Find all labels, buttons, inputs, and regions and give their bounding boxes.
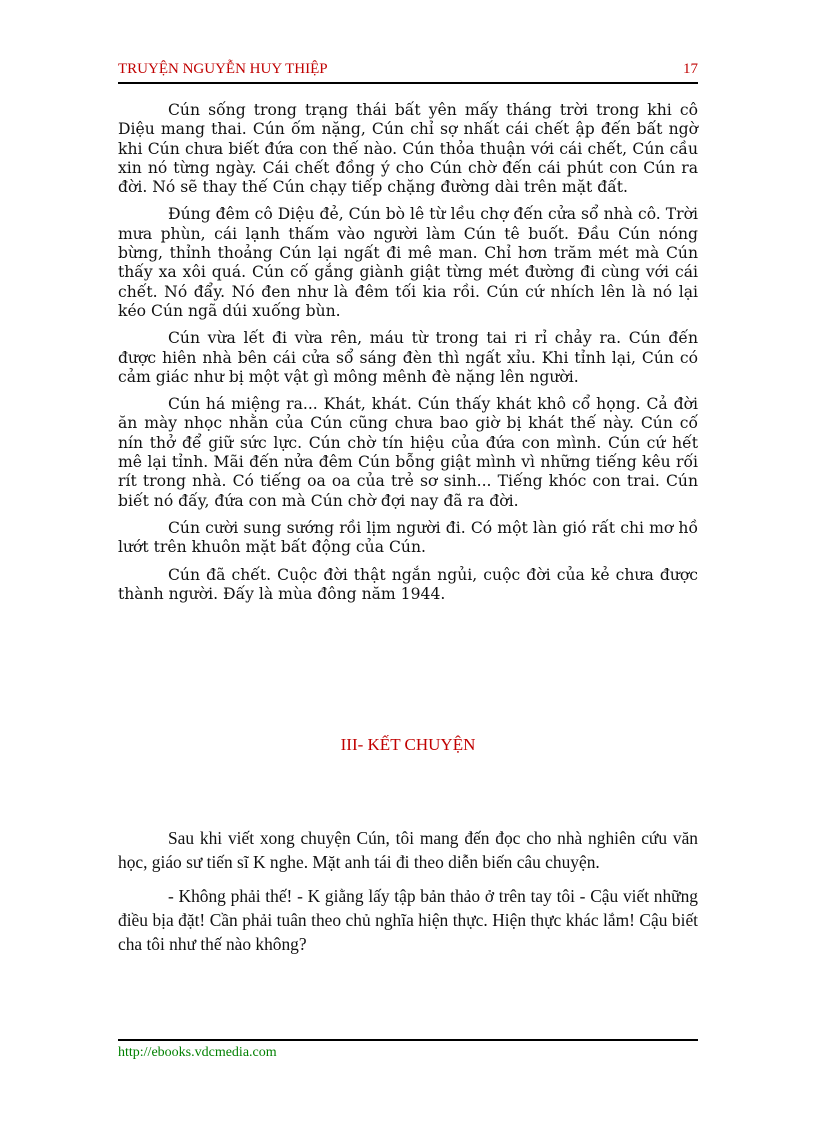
paragraph: - Không phải thế! - K giằng lấy tập bản thảo ở trên tay tôi - Cậu viết những điều bịa đặt! Cần phải tuân theo chủ nghĩa hiện thực. Hiện thực khác lắm! Cậu biết cha tôi như thế nào không?	[118, 886, 698, 954]
page-number: 17	[683, 61, 698, 77]
paragraph: Cún đã chết. Cuộc đời thật ngắn ngủi, cuộc đời của kẻ chưa được thành người. Đấy là mùa đông năm 1944.	[118, 565, 698, 603]
footer-rule	[118, 1039, 698, 1041]
footer-url[interactable]: http://ebooks.vdcmedia.com	[118, 1045, 277, 1060]
story-body	[118, 101, 698, 604]
section-title: III- KẾT CHUYỆN	[340, 735, 476, 754]
paragraph: Cún cười sung sướng rồi lịm người đi. Có một làn gió rất chi mơ hồ lướt trên khuôn mặt bất động của Cún.	[118, 518, 698, 557]
header-rule	[118, 82, 698, 84]
paragraph: Đúng đêm cô Diệu đẻ, Cún bò lê từ lều chợ đến cửa sổ nhà cô. Trời mưa phùn, cái lạnh thấm vào người làm Cún tê buốt. Đầu Cún nóng bừng, thỉnh thoảng Cún lại ngất đi mê man. Chỉ hơn trăm mét mà Cún thấy xa xôi quá. Cún cố gắng giành giật từng mét đường đi cùng với cái chết. Nó đẩy. Nó đen như là đêm tối kia rồi. Cún cứ nhích lên là nó lại kéo Cún ngã dúi xuống bùn.	[118, 205, 698, 320]
book-title: TRUYỆN NGUYỄN HUY THIỆP	[118, 61, 328, 77]
page-header	[118, 61, 698, 83]
paragraph: Cún vừa lết đi vừa rên, máu từ trong tai ri rỉ chảy ra. Cún đến được hiên nhà bên cái cửa sổ sáng đèn thì ngất xỉu. Khi tỉnh lại, Cún có cảm giác như bị một vật gì mông mênh đè nặng lên người.	[118, 329, 698, 386]
section-body	[118, 826, 698, 966]
paragraph: Cún sống trong trạng thái bất yên mấy tháng trời trong khi cô Diệu mang thai. Cún ốm nặng, Cún chỉ sợ nhất cái chết ập đến bất ngờ khi Cún chưa biết đứa con thế nào. Cún thỏa thuận với cái chết, Cún cầu xin nó từng ngày. Cái chết đồng ý cho Cún chờ đến cái phút con Cún ra đời. Nó sẽ thay thế Cún chạy tiếp chặng đường dài trên mặt đất.	[118, 101, 698, 197]
paragraph: Cún há miệng ra... Khát, khát. Cún thấy khát khô cổ họng. Cả đời ăn mày nhọc nhằn của Cún cũng chưa bao giờ bị khát thế này. Cún cố nín thở để giữ sức lực. Cún chờ tín hiệu của đứa con mình. Cún cứ hết mê lại tỉnh. Mãi đến nửa đêm Cún bỗng giật mình vì những tiếng kêu rối rít trong nhà. Có tiếng oa oa của trẻ sơ sinh... Tiếng khóc con trai. Cún biết nó đấy, đứa con mà Cún chờ đợi nay đã ra đời.	[118, 395, 698, 510]
paragraph: Sau khi viết xong chuyện Cún, tôi mang đến đọc cho nhà nghiên cứu văn học, giáo sư tiến sĩ K nghe. Mặt anh tái đi theo diễn biến câu chuyện.	[118, 828, 698, 872]
